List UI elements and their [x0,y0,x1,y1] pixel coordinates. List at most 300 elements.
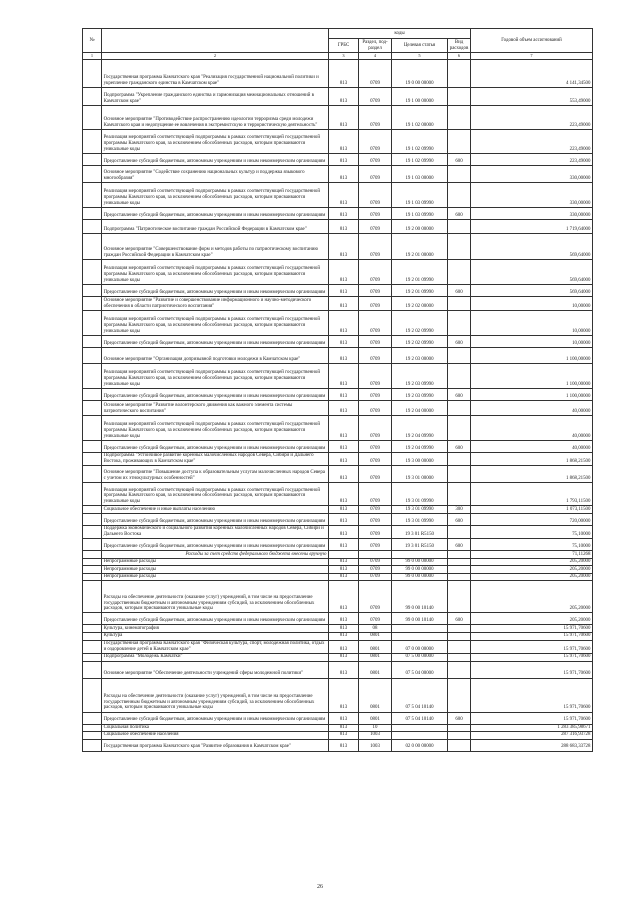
cell-target-article: 19 2 02 09990 [392,335,448,347]
cell-expense-type [448,525,471,538]
cell-number [83,335,102,347]
cell-grbs: 813 [329,732,359,740]
cell-number [83,153,102,165]
cell-target-article: 19 2 03 09990 [392,388,448,400]
cell-grbs: 813 [329,296,359,310]
cell-name: Социальное обеспечение населения [102,732,329,740]
table-row [83,613,593,625]
cell-amount: 223,49000 [471,105,593,129]
cell-number [83,724,102,732]
cell-number [83,87,102,105]
table-row [83,712,593,724]
cell-name: Предоставление субсидий бюджетным, автономным учреждениям и иным некоммерческим организациям [102,388,329,400]
cell-amount: 223,49000 [471,153,593,165]
cell-target-article: 07 5 04 10140 [392,678,448,712]
table-row [83,440,593,452]
cell-grbs: 813 [329,724,359,732]
cell-expense-type [448,625,471,633]
cell-amount: 1 793,11500 [471,483,593,506]
cell-number [83,105,102,129]
cell-name: Основное мероприятие "Развитие и совершенствование информационного и научно-методического обеспечения в области патриотического воспитания" [102,296,329,310]
cell-expense-type: 600 [448,153,471,165]
cell-number [83,513,102,525]
cell-grbs [329,551,359,559]
table-row [83,566,593,574]
cell-expense-type [448,581,471,613]
cell-target-article: 19 2 04 09990 [392,415,448,440]
cell-name: Реализация мероприятий соответствующей подпрограммы в рамках соответствующей государственной программы Камчатского края, за исключением обособленных расходов, которым присваиваются уникальные коды [102,259,329,284]
cell-expense-type [448,640,471,653]
cell-razdel: 0709 [359,452,392,465]
cell-target-article: 19 2 02 00000 [392,296,448,310]
cell-name: Социальная политика [102,724,329,732]
column-header-target-article: Целевая статья [392,39,448,53]
cell-grbs: 813 [329,219,359,233]
cell-razdel: 0709 [359,558,392,566]
cell-target-article: 19 2 03 00000 [392,347,448,363]
budget-table [82,28,593,752]
cell-amount: 1 868,21500 [471,466,593,483]
cell-name: Подпрограмма "Молодежь Камчатки" [102,653,329,661]
cell-grbs: 813 [329,415,359,440]
table-row [83,400,593,415]
cell-amount: 288 683,33728 [471,739,593,751]
cell-target-article: 19 2 04 09990 [392,440,448,452]
cell-grbs: 813 [329,483,359,506]
cell-number [83,259,102,284]
cell-number [83,739,102,751]
cell-target-article: 19 1 02 09990 [392,153,448,165]
table-row [83,513,593,525]
cell-target-article: 19 1 02 09990 [392,129,448,153]
cell-target-article: 19 1 02 00000 [392,105,448,129]
table-row [83,551,593,559]
cell-name: Предоставление субсидий бюджетным, автономным учреждениям и иным некоммерческим организациям [102,539,329,551]
cell-grbs: 813 [329,335,359,347]
cell-expense-type: 600 [448,539,471,551]
cell-name: Предоставление субсидий бюджетным, автономным учреждениям и иным некоммерческим организациям [102,712,329,724]
cell-grbs: 813 [329,259,359,284]
column-header-razdel: Раздел, под-раздел [359,39,392,53]
table-row [83,310,593,335]
cell-amount: 330,00000 [471,182,593,207]
cell-number [83,483,102,506]
cell-number [83,296,102,310]
cell-expense-type [448,87,471,105]
cell-razdel: 1003 [359,739,392,751]
cell-grbs: 813 [329,581,359,613]
cell-target-article: 99 0 00 00000 [392,566,448,574]
cell-amount: 205,20000 [471,573,593,581]
cell-amount: 71,11268 [471,551,593,559]
cell-name: Реализация мероприятий соответствующей подпрограммы в рамках соответствующей государственной программы Камчатского края, за исключением обособленных расходов, которым присваиваются уникальные коды [102,415,329,440]
cell-amount: 40,00000 [471,400,593,415]
cell-name: Предоставление субсидий бюджетным, автономным учреждениям и иным некоммерческим организациям [102,513,329,525]
cell-number [83,59,102,87]
cell-expense-type: 600 [448,284,471,296]
column-header-grbs: ГРБС [329,39,359,53]
cell-razdel: 0709 [359,613,392,625]
cell-name: Предоставление субсидий бюджетным, автономным учреждениям и иным некоммерческим организациям [102,153,329,165]
cell-number [83,625,102,633]
cell-number [83,525,102,538]
cell-expense-type [448,105,471,129]
cell-amount: 1 868,21500 [471,452,593,465]
cell-number [83,573,102,581]
cell-grbs: 813 [329,87,359,105]
cell-number [83,363,102,388]
cell-grbs: 813 [329,640,359,653]
cell-name: Предоставление субсидий бюджетным, автономным учреждениям и иным некоммерческим организациям [102,440,329,452]
cell-grbs: 813 [329,284,359,296]
cell-expense-type: 600 [448,335,471,347]
column-number: 2 [102,53,329,60]
column-header-expense-type: Вид расходов [448,39,471,53]
cell-target-article [392,724,448,732]
table-row [83,506,593,514]
cell-name: Основное мероприятие "Повышение доступа к образовательным услугам малочисленных народов Севера с учетом их этнокультурных особенностей" [102,466,329,483]
cell-amount: 330,00000 [471,165,593,182]
column-number: 1 [83,53,102,60]
cell-name: Предоставление субсидий бюджетным, автономным учреждениям и иным некоммерческим организациям [102,613,329,625]
cell-number [83,506,102,514]
table-row [83,233,593,259]
cell-expense-type: 600 [448,388,471,400]
cell-number [83,653,102,661]
cell-grbs: 813 [329,59,359,87]
cell-razdel: 0709 [359,310,392,335]
cell-name: Основное мероприятие "Противодействие распространению идеологии терроризма среди молодежи Камчатского края и недопущение ее вовлечения в экстремистскую и террористическую деятельность" [102,105,329,129]
cell-grbs: 813 [329,233,359,259]
table-row [83,363,593,388]
cell-grbs: 813 [329,388,359,400]
cell-grbs: 813 [329,310,359,335]
cell-razdel: 0709 [359,415,392,440]
cell-name: Непрограммные расходы [102,573,329,581]
cell-grbs: 813 [329,466,359,483]
cell-target-article: 19 1 00 00000 [392,87,448,105]
cell-razdel: 08 [359,625,392,633]
cell-expense-type [448,259,471,284]
cell-number [83,129,102,153]
cell-expense-type [448,129,471,153]
cell-number [83,219,102,233]
cell-grbs: 813 [329,573,359,581]
cell-name: Предоставление субсидий бюджетным, автономным учреждениям и иным некоммерческим организациям [102,335,329,347]
cell-number [83,182,102,207]
table-row [83,724,593,732]
cell-amount: 720,00000 [471,513,593,525]
cell-name: Основное мероприятие "Совершенствование форм и методов работы по патриотическому воспитанию граждан Российской Федерации в Камчатском крае" [102,233,329,259]
cell-name: Расходы на обеспечение деятельности (оказание услуг) учреждений, в том числе на предоставление государственным бюджетным и автономным учреждениям субсидий, за исключением обособленных расходов, которым присваиваются уникальные коды [102,678,329,712]
cell-target-article: 19 3 01 R5150 [392,539,448,551]
cell-target-article: 19 2 01 00000 [392,233,448,259]
column-header-number: № [83,29,102,53]
cell-expense-type [448,347,471,363]
cell-expense-type [448,452,471,465]
cell-grbs: 813 [329,653,359,661]
cell-amount: 1 100,00000 [471,347,593,363]
cell-name: Государственная программа Камчатского края "Физическая культура, спорт, молодежная политика, отдых и оздоровление детей в Камчатском крае" [102,640,329,653]
cell-razdel: 0709 [359,207,392,219]
cell-amount: 205,20000 [471,566,593,574]
cell-razdel: 0709 [359,219,392,233]
cell-target-article: 19 2 02 09990 [392,310,448,335]
cell-amount: 10,00000 [471,296,593,310]
cell-razdel: 10 [359,724,392,732]
cell-expense-type [448,233,471,259]
cell-number [83,400,102,415]
cell-amount: 15 971,70600 [471,625,593,633]
table-row [83,739,593,751]
table-row [83,558,593,566]
table-row [83,105,593,129]
cell-number [83,452,102,465]
cell-amount: 1 073,11500 [471,506,593,514]
cell-number [83,640,102,653]
cell-grbs: 813 [329,347,359,363]
cell-amount: 10,00000 [471,310,593,335]
cell-razdel: 0709 [359,566,392,574]
cell-number [83,566,102,574]
cell-razdel: 0709 [359,525,392,538]
cell-razdel: 0801 [359,640,392,653]
column-header-name [102,29,329,53]
cell-amount: 15 971,70600 [471,640,593,653]
cell-number [83,415,102,440]
cell-razdel [359,551,392,559]
table-row [83,388,593,400]
cell-name: Поддержка экономического и социального развития коренных малочисленных народов Севера, Сибири и Дальнего Востока [102,525,329,538]
cell-name: Подпрограмма "Патриотическое воспитание граждан Российской Федерации в Камчатском крае" [102,219,329,233]
table-row [83,732,593,740]
cell-razdel: 0709 [359,581,392,613]
cell-grbs: 813 [329,182,359,207]
cell-target-article: 19 2 01 09990 [392,259,448,284]
cell-number [83,661,102,678]
table-row [83,640,593,653]
cell-grbs: 813 [329,400,359,415]
cell-number [83,233,102,259]
cell-amount: 15 971,70600 [471,661,593,678]
cell-target-article: 02 0 00 00000 [392,739,448,751]
cell-target-article: 19 1 03 09990 [392,207,448,219]
table-row [83,466,593,483]
cell-target-article: 07 5 04 10140 [392,712,448,724]
table-header [83,29,593,60]
cell-razdel: 1003 [359,732,392,740]
table-row [83,415,593,440]
cell-number [83,165,102,182]
cell-expense-type [448,732,471,740]
cell-name: Реализация мероприятий соответствующей подпрограммы в рамках соответствующей государственной программы Камчатского края, за исключением обособленных расходов, которым присваиваются уникальные коды [102,363,329,388]
cell-name: Подпрограмма "Укрепление гражданского единства и гармонизация межнациональных отношений в Камчатском крае" [102,87,329,105]
cell-amount: 569,64000 [471,259,593,284]
cell-amount: 330,00000 [471,207,593,219]
cell-grbs: 813 [329,661,359,678]
cell-number [83,310,102,335]
cell-grbs: 813 [329,440,359,452]
cell-name: Реализация мероприятий соответствующей подпрограммы в рамках соответствующей государственной программы Камчатского края, за исключением обособленных расходов, которым присваиваются уникальные коды [102,182,329,207]
cell-razdel: 0709 [359,388,392,400]
cell-name: Реализация мероприятий соответствующей подпрограммы в рамках соответствующей государственной программы Камчатского края, за исключением обособленных расходов, которым присваиваются уникальные коды [102,129,329,153]
table-row [83,347,593,363]
cell-amount: 287 316,93728 [471,732,593,740]
cell-grbs: 813 [329,153,359,165]
cell-razdel: 0709 [359,513,392,525]
table-row [83,59,593,87]
column-number: 3 [329,53,359,60]
cell-amount: 1 100,00000 [471,363,593,388]
cell-target-article: 19 3 01 09990 [392,483,448,506]
table-row [83,182,593,207]
cell-target-article: 19 3 00 00000 [392,452,448,465]
cell-amount: 223,49000 [471,129,593,153]
cell-amount: 205,20000 [471,613,593,625]
cell-grbs: 813 [329,558,359,566]
table-row [83,573,593,581]
cell-razdel: 0801 [359,661,392,678]
cell-grbs: 813 [329,613,359,625]
cell-expense-type [448,678,471,712]
cell-razdel: 0801 [359,678,392,712]
cell-number [83,466,102,483]
cell-name: Социальное обеспечение и иные выплаты населению [102,506,329,514]
cell-amount: 15 971,70600 [471,653,593,661]
cell-expense-type [448,566,471,574]
cell-razdel: 0709 [359,506,392,514]
cell-razdel: 0801 [359,633,392,641]
cell-name: Реализация мероприятий соответствующей подпрограммы в рамках соответствующей государственной программы Камчатского края, за исключением обособленных расходов, которым присваиваются уникальные коды [102,483,329,506]
column-number: 5 [392,53,448,60]
cell-amount: 15 971,70600 [471,678,593,712]
cell-expense-type: 600 [448,712,471,724]
table-row [83,335,593,347]
table-row [83,678,593,712]
cell-expense-type: 600 [448,513,471,525]
cell-expense-type [448,653,471,661]
cell-expense-type [448,551,471,559]
table-row [83,633,593,641]
cell-name: Расходы на обеспечение деятельности (оказание услуг) учреждений, в том числе на предоставление государственным бюджетным и автономным учреждениям субсидий, за исключением обособленных расходов, которым присваиваются уникальные коды [102,581,329,613]
cell-target-article: 19 3 01 00000 [392,466,448,483]
cell-target-article: 99 0 00 10140 [392,613,448,625]
cell-number [83,207,102,219]
cell-target-article: 19 1 03 00000 [392,165,448,182]
cell-grbs: 813 [329,678,359,712]
cell-grbs: 813 [329,506,359,514]
cell-amount: 40,00000 [471,415,593,440]
column-number-row [83,53,593,60]
cell-grbs: 813 [329,207,359,219]
table-row [83,165,593,182]
cell-grbs: 813 [329,566,359,574]
cell-number [83,388,102,400]
cell-amount: 75,10000 [471,539,593,551]
cell-razdel: 0801 [359,653,392,661]
cell-grbs: 813 [329,105,359,129]
cell-razdel: 0709 [359,400,392,415]
cell-number [83,558,102,566]
cell-expense-type [448,165,471,182]
cell-name: Непрограммные расходы [102,566,329,574]
cell-razdel: 0709 [359,153,392,165]
cell-target-article: 19 3 01 09990 [392,506,448,514]
cell-expense-type [448,59,471,87]
table-row [83,129,593,153]
cell-target-article: 19 0 00 00000 [392,59,448,87]
cell-target-article: 19 2 04 00000 [392,400,448,415]
cell-amount: 205,20000 [471,558,593,566]
cell-grbs: 813 [329,739,359,751]
cell-razdel: 0709 [359,363,392,388]
cell-razdel: 0709 [359,233,392,259]
column-number: 6 [448,53,471,60]
cell-amount: 15 971,70600 [471,633,593,641]
cell-expense-type [448,661,471,678]
cell-target-article: 07 5 00 00000 [392,653,448,661]
cell-expense-type [448,182,471,207]
cell-target-article: 19 2 01 09990 [392,284,448,296]
table-row [83,653,593,661]
cell-number [83,581,102,613]
cell-expense-type [448,483,471,506]
cell-name: Государственная программа Камчатского края "Развитие образования в Камчатском крае" [102,739,329,751]
cell-amount: 553,49000 [471,87,593,105]
cell-grbs: 813 [329,452,359,465]
cell-expense-type [448,739,471,751]
cell-target-article: 19 3 01 09990 [392,513,448,525]
cell-grbs: 813 [329,363,359,388]
cell-name: Основное мероприятие "Обеспечение деятельности учреждений сферы молодежной политики" [102,661,329,678]
table-row [83,661,593,678]
cell-razdel: 0709 [359,296,392,310]
table-row [83,207,593,219]
cell-grbs: 813 [329,625,359,633]
cell-expense-type [448,466,471,483]
table-row [83,539,593,551]
cell-name: Предоставление субсидий бюджетным, автономным учреждениям и иным некоммерческим организациям [102,284,329,296]
cell-grbs: 813 [329,525,359,538]
cell-amount: 4 141,34500 [471,59,593,87]
cell-name: Основное мероприятие "Организация допризывной подготовки молодежи в Камчатском крае" [102,347,329,363]
cell-expense-type [448,415,471,440]
cell-number [83,732,102,740]
cell-expense-type [448,310,471,335]
cell-number [83,347,102,363]
cell-expense-type: 600 [448,207,471,219]
budget-page [82,28,592,752]
cell-amount: 569,64000 [471,284,593,296]
cell-expense-type [448,724,471,732]
cell-razdel: 0709 [359,165,392,182]
cell-target-article: 07 5 04 00000 [392,661,448,678]
cell-razdel: 0709 [359,59,392,87]
cell-amount: 40,00000 [471,440,593,452]
table-row [83,625,593,633]
cell-razdel: 0709 [359,129,392,153]
table-row [83,259,593,284]
cell-number [83,613,102,625]
cell-amount: 205,20000 [471,581,593,613]
cell-target-article: 99 0 00 00000 [392,558,448,566]
cell-number [83,678,102,712]
table-row [83,284,593,296]
cell-number [83,712,102,724]
cell-name: Государственная программа Камчатского края "Реализация государственной национальной политики и укрепление гражданского единства в Камчатском крае" [102,59,329,87]
column-header-sum: Годовой объем ассигнований [471,29,593,53]
cell-number [83,539,102,551]
